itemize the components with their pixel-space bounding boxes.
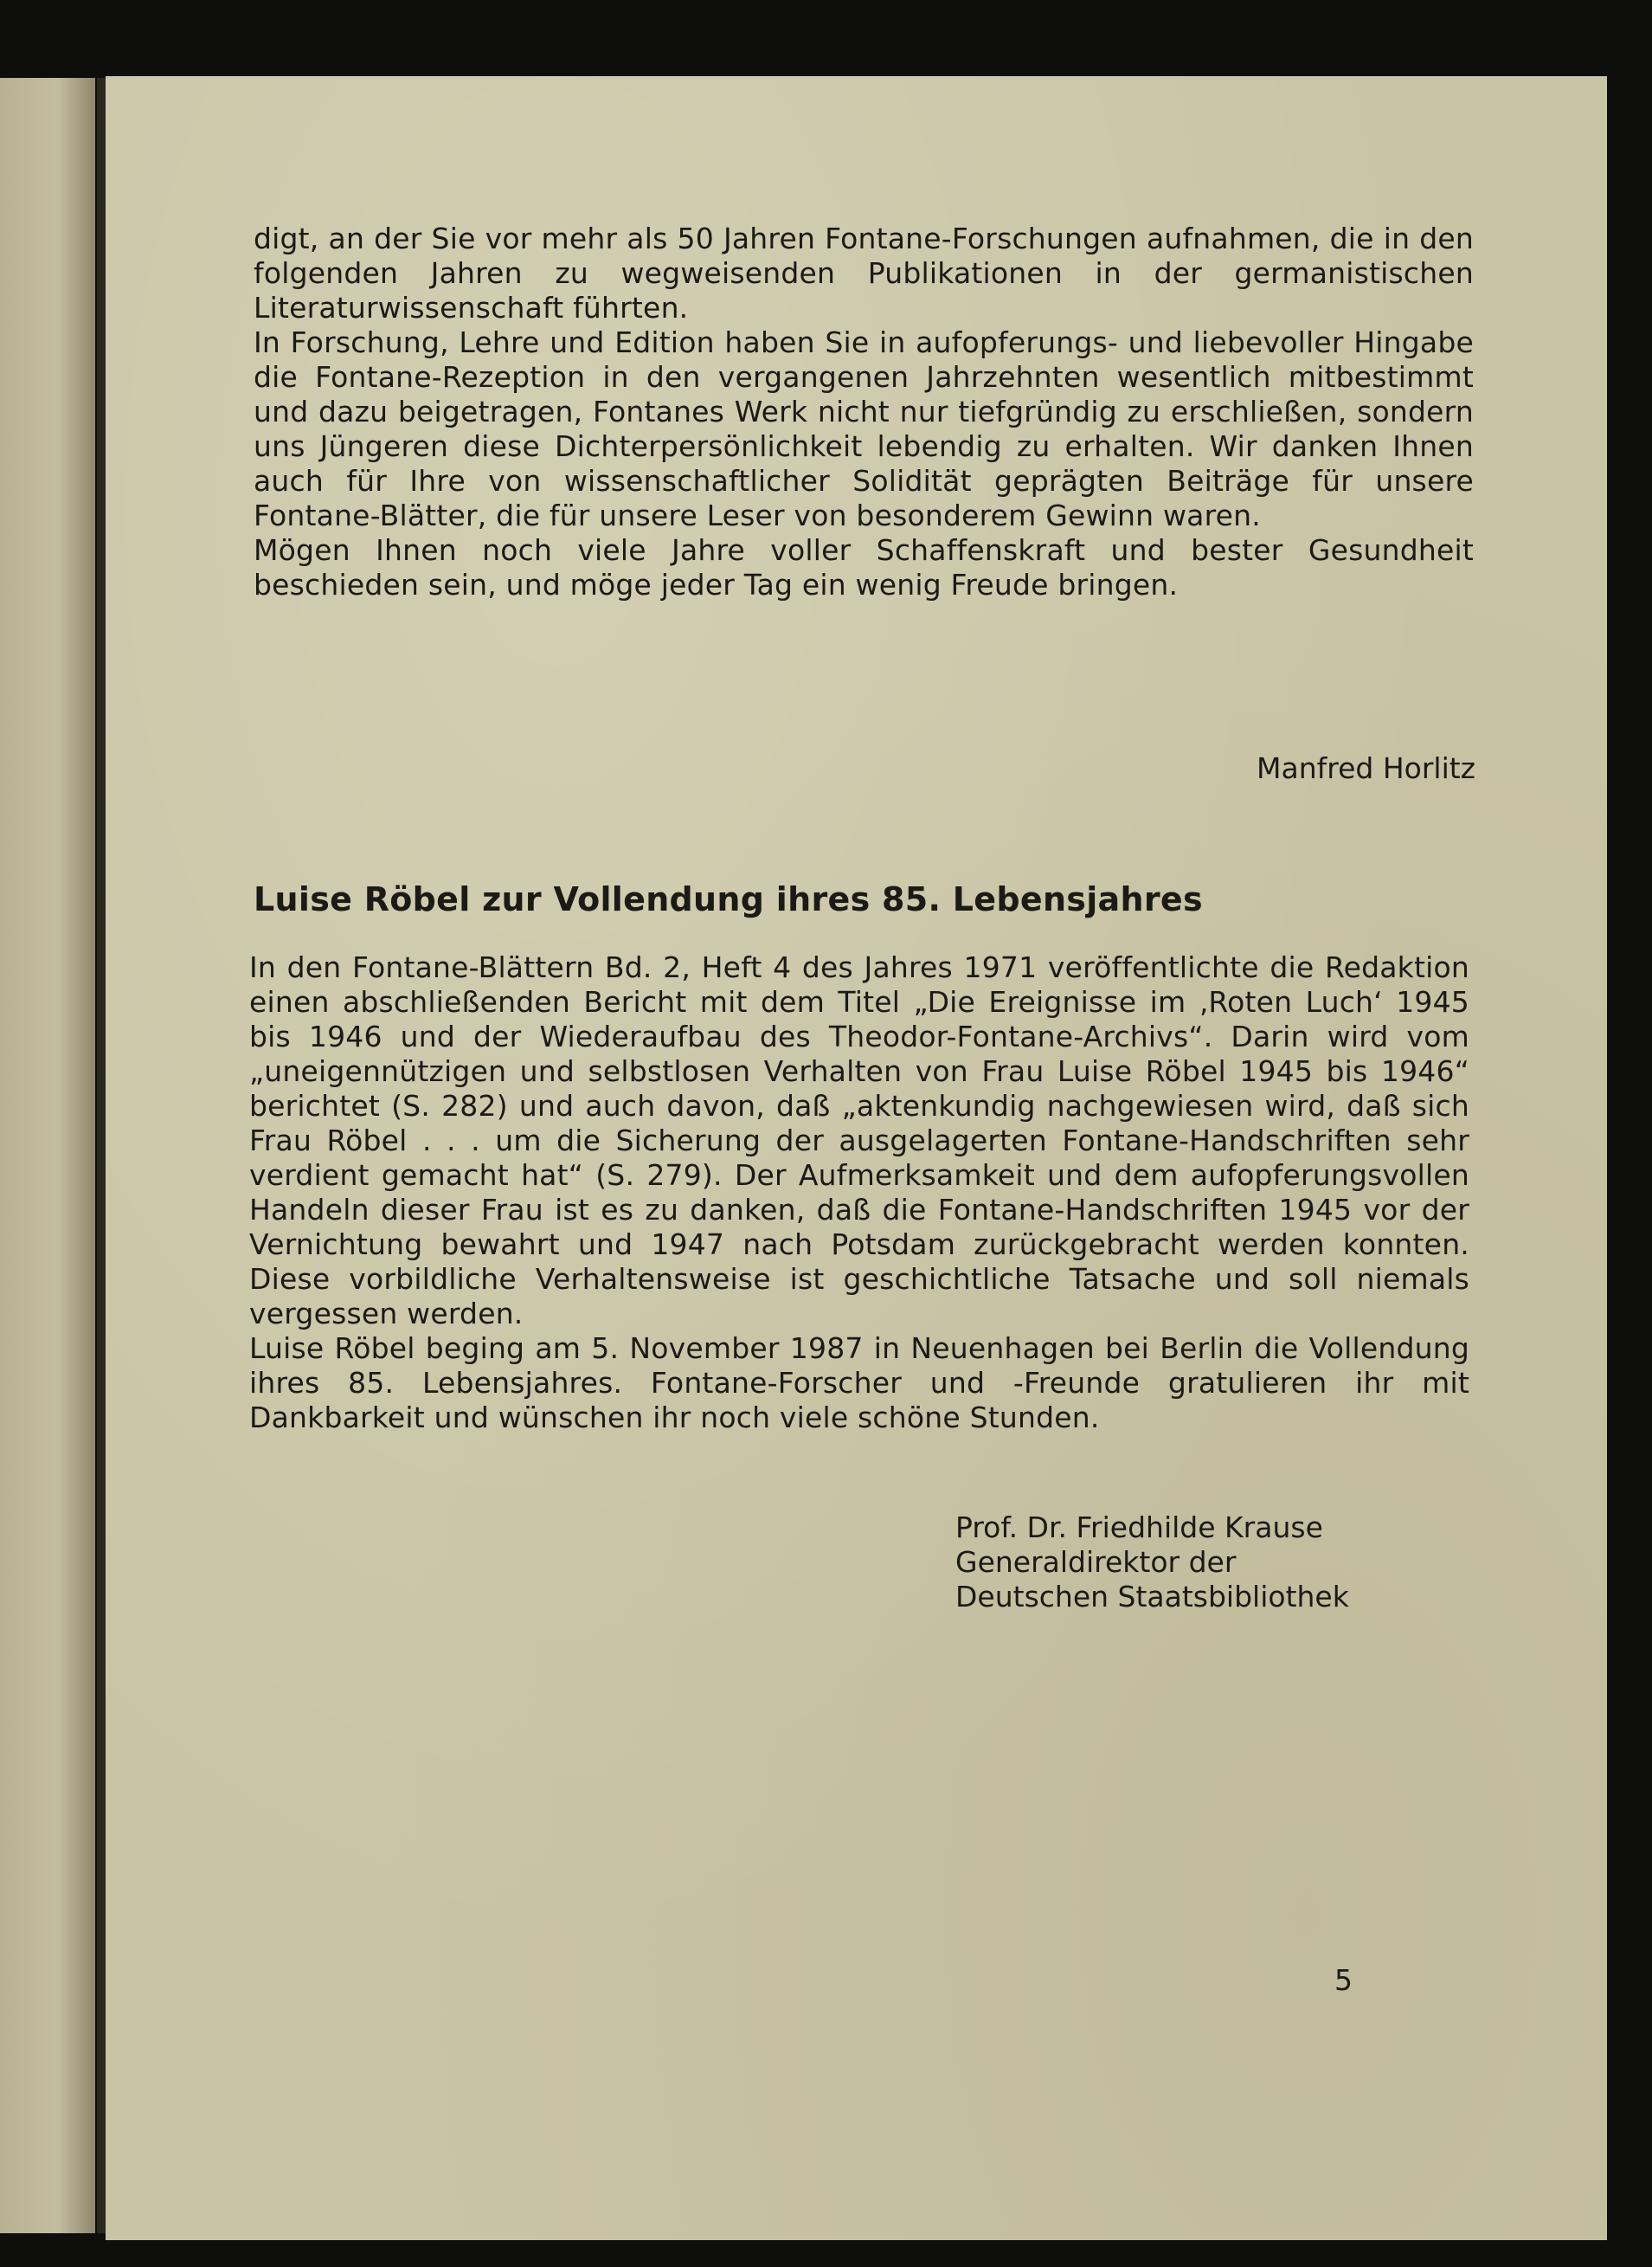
tribute-text-roebel <box>249 950 1469 1435</box>
paragraph: Mögen Ihnen noch viele Jahre voller Schaffenskraft und bester Gesundheit beschieden sein, und möge jeder Tag ein wenig Freude bringen. <box>254 533 1474 602</box>
document-page <box>106 76 1607 2240</box>
signature-title: Generaldirektor der <box>955 1545 1237 1579</box>
section-heading: Luise Röbel zur Vollendung ihres 85. Lebensjahres <box>254 880 1203 918</box>
signature-horlitz: Manfred Horlitz <box>1257 751 1475 785</box>
signature-name: Prof. Dr. Friedhilde Krause <box>955 1510 1323 1544</box>
signature-institution: Deutschen Staatsbibliothek <box>955 1580 1349 1613</box>
tribute-text-horlitz <box>254 222 1474 602</box>
paragraph: digt, an der Sie vor mehr als 50 Jahren Fontane-Forschungen aufnahmen, die in den folgenden Jahren zu wegweisenden Publikationen in der germanistischen Literaturwissenschaft führten. <box>254 222 1474 325</box>
book-binding <box>97 78 106 2233</box>
paragraph: In den Fontane-Blättern Bd. 2, Heft 4 des Jahres 1971 veröffentlichte die Redaktion einen abschließenden Bericht mit dem Titel „Die Ereignisse im ‚Roten Luch‘ 1945 bis 1946 und der Wiederaufbau des Theodor-Fontane-Archivs“. Darin wird vom „uneigennützigen und selbstlosen Verhalten von Frau Luise Röbel 1945 bis 1946“ berichtet (S. 282) und auch davon, daß „aktenkundig nachgewiesen wird, daß sich Frau Röbel . . . um die Sicherung der ausgelagerten Fontane-Handschriften sehr verdient gemacht hat“ (S. 279). Der Aufmerksamkeit und dem aufopferungsvollen Handeln dieser Frau ist es zu danken, daß die Fontane-Handschriften 1945 vor der Vernichtung bewahrt und 1947 nach Potsdam zurückgebracht werden konnten. Diese vorbildliche Verhaltensweise ist geschichtliche Tatsache und soll niemals vergessen werden. <box>249 950 1469 1330</box>
signature-krause <box>955 1510 1349 1614</box>
paragraph: In Forschung, Lehre und Edition haben Sie in aufopferungs- und liebevoller Hingabe die Fontane-Rezeption in den vergangenen Jahrzehnten wesentlich mitbestimmt und dazu beigetragen, Fontanes Werk nicht nur tiefgründig zu erschließen, sondern uns Jüngeren diese Dichterpersönlichkeit lebendig zu erhalten. Wir danken Ihnen auch für Ihre von wissenschaftlicher Solidität geprägten Beiträge für unsere Fontane-Blätter, die für unsere Leser von besonderem Gewinn waren. <box>254 325 1474 532</box>
previous-page-edge <box>0 78 95 2233</box>
page-number: 5 <box>1334 1963 1353 1997</box>
paragraph: Luise Röbel beging am 5. November 1987 in Neuenhagen bei Berlin die Vollendung ihres 85. Lebensjahres. Fontane-Forscher und -Freunde gratulieren ihr mit Dankbarkeit und wünschen ihr noch viele schöne Stunden. <box>249 1331 1469 1434</box>
